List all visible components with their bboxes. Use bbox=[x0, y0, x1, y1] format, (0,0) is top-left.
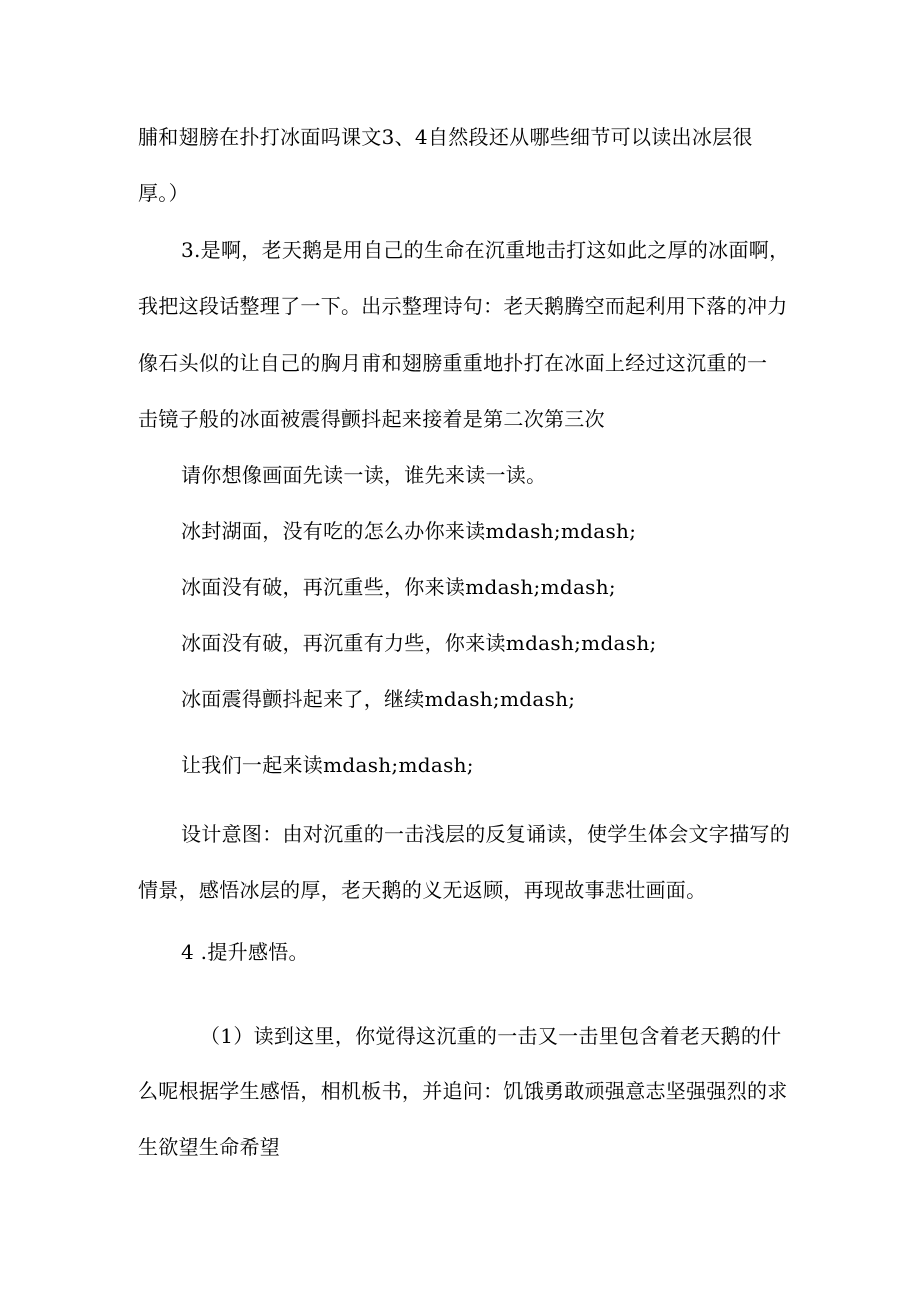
text-line: 厚。） bbox=[138, 181, 189, 205]
text-line: （1）读到这里，你觉得这沉重的一击又一击里包含着老天鹅的什 bbox=[200, 1024, 782, 1048]
text-line: 生欲望生命希望 bbox=[138, 1135, 281, 1159]
text-line: 让我们一起来读mdash;mdash; bbox=[181, 753, 474, 777]
text-line: 情景，感悟冰层的厚，老天鹅的义无返顾，再现故事悲壮画面。 bbox=[138, 878, 707, 902]
text-line: 击镜子般的冰面被震得颤抖起来接着是第二次第三次 bbox=[138, 407, 605, 431]
text-line: 请你想像画面先读一读，谁先来读一读。 bbox=[181, 463, 547, 487]
text-line: 我把这段话整理了一下。出示整理诗句：老天鹅腾空而起利用下落的冲力 bbox=[138, 294, 788, 318]
text-line: 像石头似的让自己的胸月甫和翅膀重重地扑打在冰面上经过这沉重的一 bbox=[138, 351, 768, 375]
text-line: 3.是啊，老天鹅是用自己的生命在沉重地击打这如此之厚的冰面啊， bbox=[181, 238, 790, 262]
text-line: 冰面没有破，再沉重些，你来读mdash;mdash; bbox=[181, 575, 616, 599]
text-line: 冰封湖面，没有吃的怎么办你来读mdash;mdash; bbox=[181, 519, 637, 543]
text-line: 4 .提升感悟。 bbox=[181, 940, 309, 964]
text-line: 么呢根据学生感悟，相机板书，并追问：饥饿勇敢顽强意志坚强强烈的求 bbox=[138, 1079, 788, 1103]
text-line: 冰面没有破，再沉重有力些，你来读mdash;mdash; bbox=[181, 631, 657, 655]
text-line: 脯和翅膀在扑打冰面吗课文3、4自然段还从哪些细节可以读出冰层很 bbox=[138, 125, 753, 149]
text-line: 设计意图：由对沉重的一击浅层的反复诵读，使学生体会文字描写的 bbox=[181, 822, 790, 846]
text-line: 冰面震得颤抖起来了，继续mdash;mdash; bbox=[181, 687, 576, 711]
